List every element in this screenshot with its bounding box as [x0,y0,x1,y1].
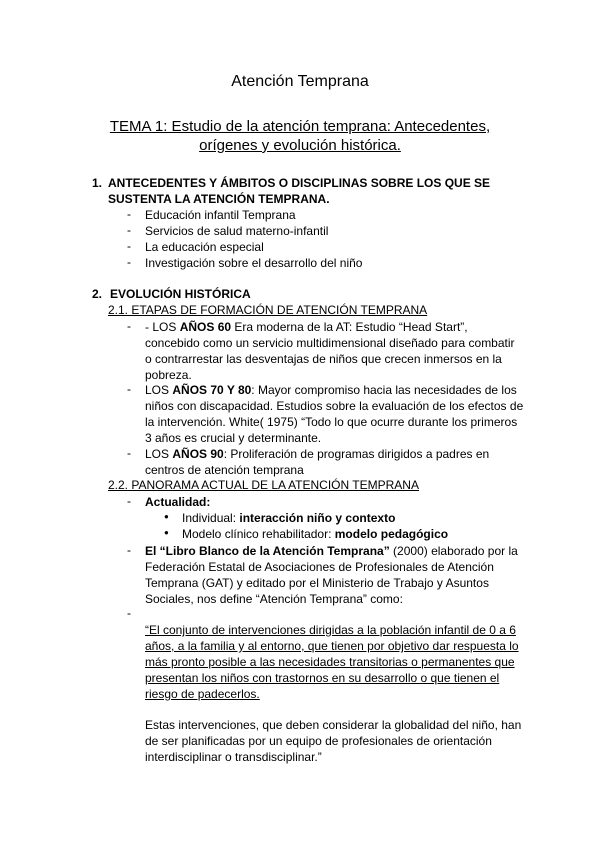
list-item: La educación especial [145,240,264,254]
list-dash: - [127,239,131,253]
quote-line: más pronto posible a las necesidades transitorias o permanentes que [145,655,515,669]
quote-line: años, a la familia y al entorno, que tienen por objetivo dar respuesta lo [145,639,519,653]
list-dash: - [127,494,131,508]
paragraph-line: interdisciplinar o transdisciplinar.” [145,750,322,764]
bullet-icon: ● [164,528,169,537]
section-heading: EVOLUCIÓN HISTÓRICA [110,287,251,301]
list-dash: - [127,382,131,396]
subsection-title: 2.2. PANORAMA ACTUAL DE LA ATENCIÓN TEMPRANA [108,478,419,492]
topic-title [80,117,520,155]
list-item-line: la intervención. White( 1975) “Todo lo que ocurre durante los primeros [145,415,518,429]
topic-title-line: TEMA 1: Estudio de la atención temprana: Antecedentes, [109,118,491,135]
section-number: 2. [92,287,103,301]
list-item-line: niños con discapacidad. Estudios sobre la evaluación de los efectos de [145,399,524,413]
list-dash: - [127,543,131,557]
list-dash: - [127,606,131,620]
list-item: Actualidad: [145,495,211,509]
section-heading: SUSTENTA LA ATENCIÓN TEMPRANA. [108,192,330,206]
section-number: 1. [92,176,103,190]
quote-line: “El conjunto de intervenciones dirigidas a la población infantil de 0 a 6 [145,623,516,637]
list-item: - LOS AÑOS 60 Era moderna de la AT: Estudio “Head Start”, [145,320,468,334]
list-item-line: centros de atención temprana [145,463,304,477]
paragraph-line: Estas intervenciones, que deben considerar la globalidad del niño, han [145,718,522,732]
section-heading: ANTECEDENTES Y ÁMBITOS O DISCIPLINAS SOBRE LOS QUE SE [108,176,491,190]
list-dash: - [127,255,131,269]
list-dash: - [127,446,131,460]
list-item-line: 3 años es crucial y determinante. [145,431,322,445]
topic-title-line: orígenes y evolución histórica. [199,137,401,154]
list-item: El “Libro Blanco de la Atención Temprana” (2000) elaborado por la [145,544,518,558]
bullet-item: Modelo clínico rehabilitador: modelo pedagógico [182,527,449,541]
list-item: LOS AÑOS 70 Y 80: Mayor compromiso hacia las necesidades de los [145,383,517,397]
quote-line: presentan los niños con trastornos en su desarrollo o que tienen el [145,671,500,685]
document-title: Atención Temprana [231,73,369,90]
list-item-line: Federación Estatal de Asociaciones de Profesionales de Atención [145,560,494,574]
list-item: Educación infantil Temprana [145,208,296,222]
bullet-icon: ● [164,512,169,521]
list-item-line: Sociales, nos define “Atención Temprana” como: [145,592,403,606]
list-item-line: pobreza. [145,368,192,382]
list-item-line: concebido como un servicio multidimensional diseñado para combatir [145,336,515,350]
list-item: Servicios de salud materno-infantil [145,224,329,238]
list-item: Investigación sobre el desarrollo del niño [145,256,363,270]
subsection-title: 2.1. ETAPAS DE FORMACIÓN DE ATENCIÓN TEMPRANA [108,303,428,317]
bullet-item: Individual: interacción niño y contexto [182,511,396,525]
paragraph-line: de ser planificadas por un equipo de profesionales de orientación [145,734,492,748]
list-item-line: o contrarrestar las desventajas de niños que crecen inmersos en la [145,352,502,366]
list-item-line: Temprana (GAT) y editado por el Ministerio de Trabajo y Asuntos [145,576,489,590]
list-dash: - [127,223,131,237]
quote-line: riesgo de padecerlos. [145,687,260,701]
list-dash: - [127,319,131,333]
list-dash: - [127,207,131,221]
list-item: LOS AÑOS 90: Proliferación de programas dirigidos a padres en [145,447,490,461]
